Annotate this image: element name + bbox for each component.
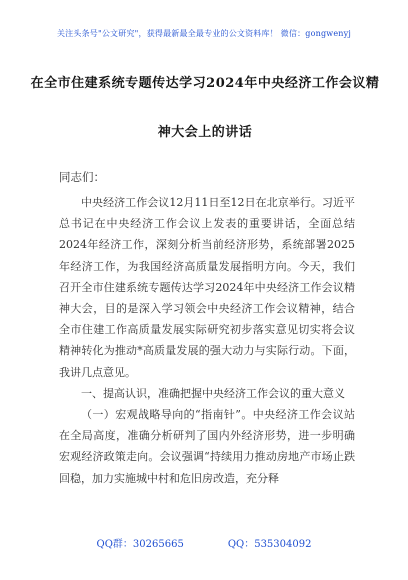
footer-contacts <box>0 535 408 550</box>
paragraph-subsection-1: （一）宏观战略导向的“指南针”。中央经济工作会议站在全局高度，准确分析研判了国内外经济形势，进一步明确宏观经济政策走向。会议强调“持续用力推动房地产市场止跌回稳，加力实施城中村和危旧房改造，充分释 <box>59 408 355 485</box>
section-heading-1: 一、提高认识，准确把握中央经济工作会议的重大意义 <box>81 386 345 400</box>
document-body <box>59 192 355 489</box>
header-promo-text: 关注头条号"公文研究"，获得最新最全最专业的公文资料库！ 微信：gongwenyj <box>56 29 352 38</box>
footer-qq-number: QQ：535304092 <box>227 539 312 550</box>
paragraph-intro: 中央经济工作会议12月11日至12日在北京举行。习近平总书记在中央经济工作会议上发表的重要讲话，全面总结2024年经济工作，深刻分析当前经济形势，系统部署2025年经济工作，为我国经济高质量发展指明方向。今天，我们召开全市住建系统专题传达学习2024年中央经济工作会议精神大会，目的是深入学习领会中央经济工作会议精神，结合全市住建工作高质量发展实际研究初步落实意见切实将会议精神转化为推动*高质量发展的强大动力与实际行动。下面，我讲几点意见。 <box>59 196 355 379</box>
document-title-line-2: 神大会上的讲话 <box>157 125 253 140</box>
document-title-line-1: 在全市住建系统专题传达学习2024年中央经济工作会议精 <box>30 76 380 91</box>
salutation: 同志们： <box>59 170 105 184</box>
footer-qq-group: QQ群：30265665 <box>96 539 184 550</box>
